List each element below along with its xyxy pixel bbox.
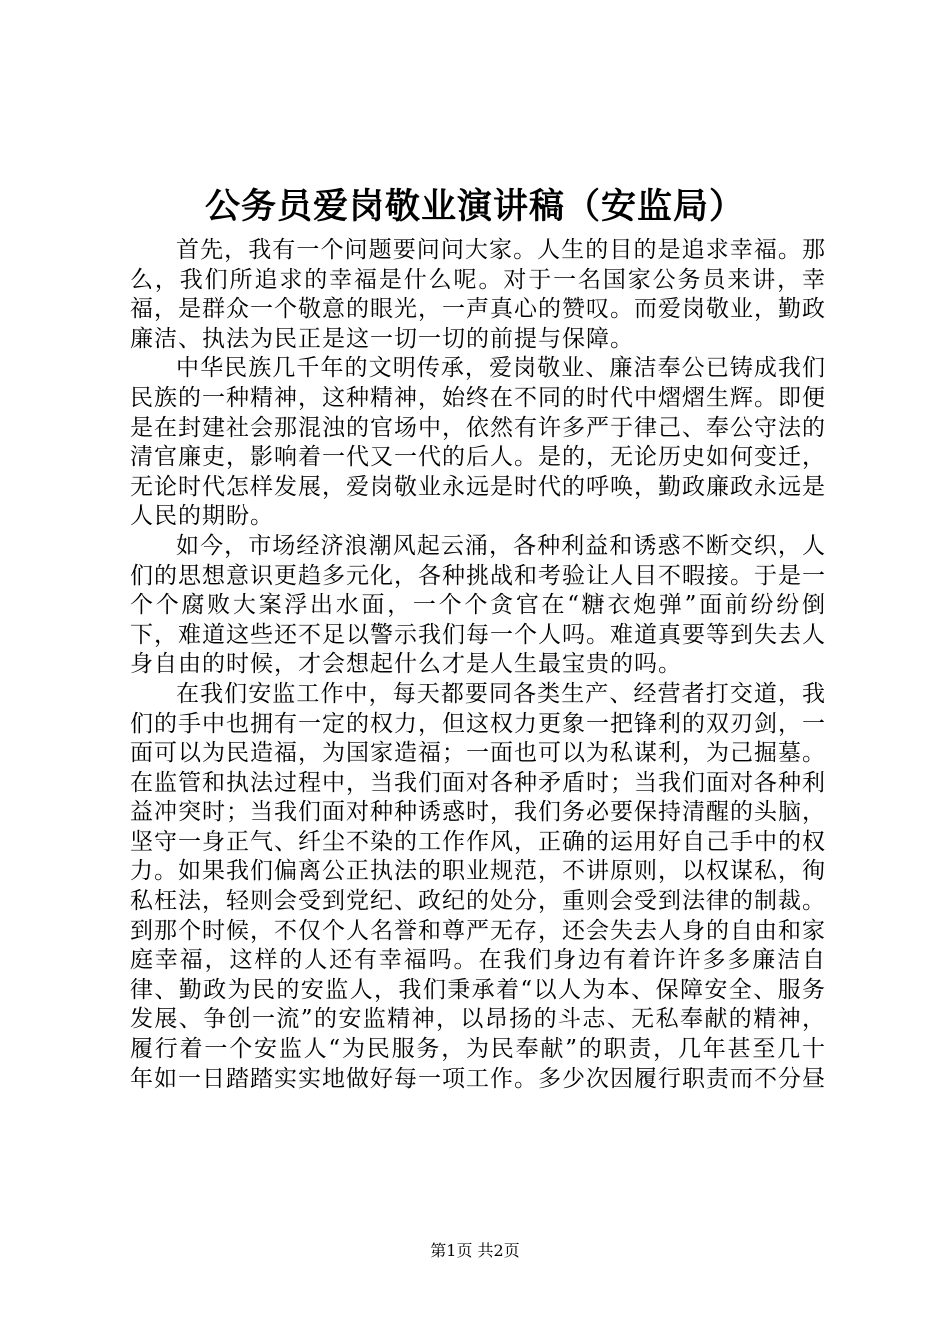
document-body: [130, 236, 826, 1184]
page-number-footer: 第1页 共2页: [430, 1241, 520, 1260]
document-title: 公务员爱岗敬业演讲稿（安监局）: [204, 186, 745, 227]
paragraph-3: 如今，市场经济浪潮风起云涌，各种利益和诱惑不断交织，人们的思想意识更趋多元化，各种挑战和考验让人目不暇接。于是一个个腐败大案浮出水面，一个个贪官在“糖衣炮弹”面前纷纷倒下，难道这些还不足以警示我们每一个人吗。难道真要等到失去人身自由的时候，才会想起什么才是人生最宝贵的吗。: [130, 532, 826, 678]
paragraph-1: 首先，我有一个问题要问问大家。人生的目的是追求幸福。那么，我们所追求的幸福是什么呢。对于一名国家公务员来讲，幸福，是群众一个敬意的眼光，一声真心的赞叹。而爱岗敬业，勤政廉洁、执法为民正是这一切一切的前提与保障。: [130, 237, 826, 352]
paragraph-2: 中华民族几千年的文明传承，爱岗敬业、廉洁奉公已铸成我们民族的一种精神，这种精神，始终在不同的时代中熠熠生辉。即便是在封建社会那混浊的官场中，依然有许多严于律己、奉公守法的清官廉吏，影响着一代又一代的后人。是的，无论历史如何变迁，无论时代怎样发展，爱岗敬业永远是时代的呼唤，勤政廉政永远是人民的期盼。: [130, 355, 826, 530]
paragraph-4: 在我们安监工作中，每天都要同各类生产、经营者打交道，我们的手中也拥有一定的权力，但这权力更象一把锋利的双刃剑，一面可以为民造福，为国家造福；一面也可以为私谋利，为己掘墓。在监管和执法过程中，当我们面对各种矛盾时；当我们面对各种利益冲突时；当我们面对种种诱惑时，我们务必要保持清醒的头脑，坚守一身正气、纤尘不染的工作作风，正确的运用好自己手中的权力。如果我们偏离公正执法的职业规范，不讲原则，以权谋私，徇私枉法，轻则会受到党纪、政纪的处分，重则会受到法律的制裁。到那个时候，不仅个人名誉和尊严无存，还会失去人身的自由和家庭幸福，这样的人还有幸福吗。在我们身边有着许许多多廉洁自律、勤政为民的安监人，我们秉承着“以人为本、保障安全、服务发展、争创一流”的安监精神，以昂扬的斗志、无私奉献的精神，履行着一个安监人“为民服务，为民奉献”的职责，几年甚至几十年如一日踏踏实实地做好每一项工作。多少次因履行职责而不分昼: [130, 680, 826, 1092]
